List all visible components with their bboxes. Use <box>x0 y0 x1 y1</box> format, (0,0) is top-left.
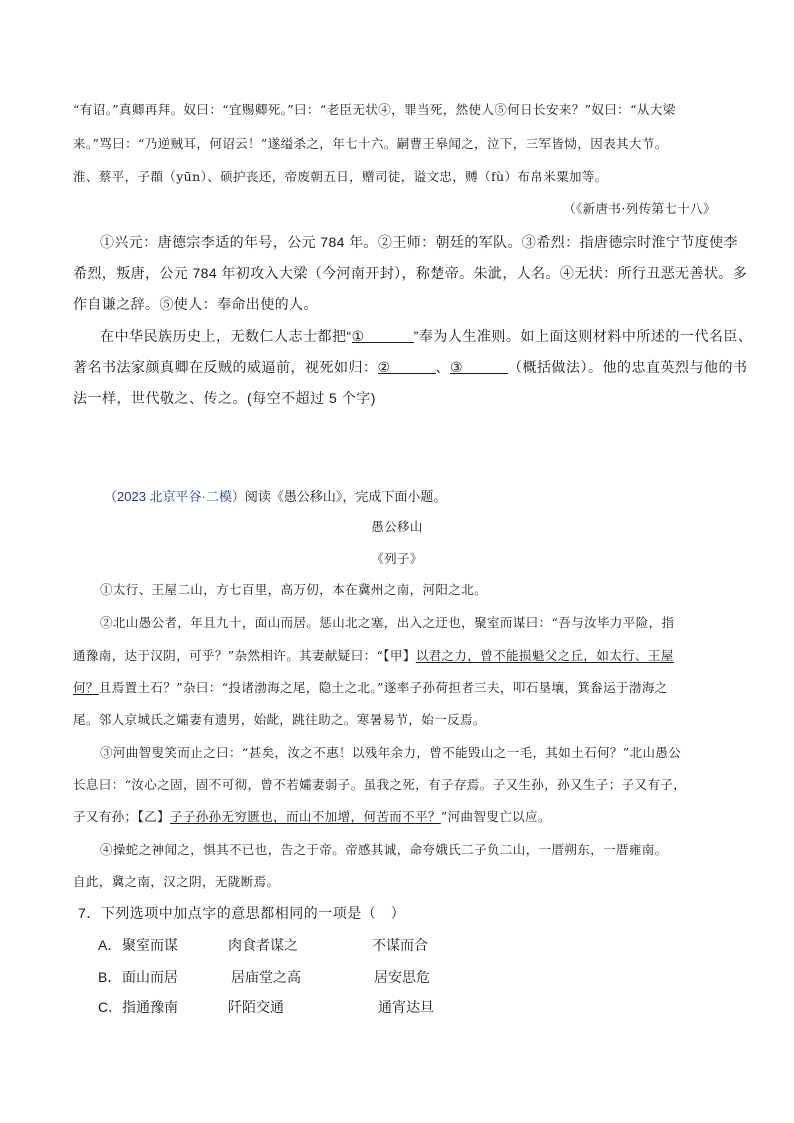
option-item: 通宵达旦 <box>378 999 434 1015</box>
underlined-sentence-jia: 以君之力，曾不能损魁父之丘，如太行、王屋 <box>415 648 674 663</box>
passage-author: 《列子》 <box>371 551 423 566</box>
para-2-text: 通豫南，达于汉阴，可乎？”杂然相许。其妻献疑曰：“【甲】 <box>73 648 416 663</box>
q6-text-a: 在中华民族历史上，无数仁人志士都把“ <box>100 328 352 344</box>
para-3-line-2: 长息曰：“汝心之固，固不可彻，曾不若孀妻弱子。虽我之死，有子存焉。子又生孙，孙又生子；子又有子， <box>73 777 687 792</box>
option-item: 居庙堂之高 <box>231 969 301 985</box>
q6-blank-3[interactable] <box>450 359 508 374</box>
para-3-text-a: 子又有孙；【乙】 <box>73 809 170 824</box>
passage-title: 愚公移山 <box>371 519 423 534</box>
story-line-3: 淮、蔡平，子頵（yūn）、硕护丧还，帝废朝五日，赠司徒，谥文忠，赙（fù）布帛米粟加等。 <box>73 169 608 184</box>
q6-text-d: （概括做法）。他的忠直英烈与他的书 <box>508 359 748 375</box>
option-item: 面山而居 <box>122 969 178 985</box>
option-letter: A． <box>98 937 122 953</box>
para-2-line-2 <box>73 646 674 664</box>
section2-heading <box>104 486 446 505</box>
blank-number-3: ③ <box>450 359 464 375</box>
option-item: 肉食者谋之 <box>228 937 298 953</box>
option-letter: C． <box>98 999 123 1015</box>
option-letter: B． <box>98 969 122 985</box>
story-line-1: “有诏。”真卿再拜。奴曰：“宜赐卿死。”曰：“老臣无状④，罪当死，然使人⑤何日长安来？”奴曰：“从大梁 <box>73 102 676 117</box>
story-line-2: 来。”骂曰：“乃逆贼耳，何诏云！”遂缢杀之，年七十六。嗣曹王皋闻之，泣下，三军皆恸，因表其大节。 <box>73 136 668 151</box>
para-4-line-1: ④操蛇之神闻之，惧其不已也，告之于帝。帝感其诚，命夸娥氏二子负二山，一厝朔东，一厝雍南。 <box>100 842 668 857</box>
blank-number-1: ① <box>351 328 365 344</box>
q6-line-2 <box>73 357 748 377</box>
option-item: 不谋而合 <box>372 937 428 953</box>
option-item: 指通豫南 <box>122 999 178 1015</box>
q6-text-c: 著名书法家颜真卿在反贼的威逼前，视死如归： <box>73 359 378 375</box>
para-3-line-3 <box>73 807 551 825</box>
section2-intro: 阅读《愚公移山》，完成下面小题。 <box>244 489 447 504</box>
para-2-line-1: ②北山愚公者，年且九十，面山而居。惩山北之塞，出入之迂也，聚室而谋曰：“吾与汝毕力平险，指 <box>100 615 675 630</box>
q6-line-3: 法一样，世代敬之、传之。(每空不超过 5 个字) <box>73 390 376 406</box>
underlined-sentence-yi: 子子孙孙无穷匮也，而山不加增，何苦而不平？ <box>169 809 441 824</box>
q6-blank-2[interactable] <box>378 359 436 374</box>
para-3-text-b: ”河曲智叟亡以应。 <box>440 809 551 824</box>
option-item: 聚室而谋 <box>122 937 178 953</box>
story-source: （《新唐书·列传第七十八》 <box>563 201 716 216</box>
blank-number-2: ② <box>377 359 391 375</box>
underlined-sentence-jia-end: 何？ <box>73 680 99 695</box>
q6-line-1 <box>100 326 752 346</box>
note-line-1: ①兴元：唐德宗李适的年号，公元 784 年。②王师：朝廷的军队。③希烈：指唐德宗时淮宁节度使李 <box>100 234 738 250</box>
option-item: 居安思危 <box>374 969 430 985</box>
para-3-line-1: ③河曲智叟笑而止之曰：“甚矣，汝之不惠！以残年余力，曾不能毁山之一毛，其如土石何？”北山愚公 <box>100 745 682 760</box>
para-2-line-4: 尾。邻人京城氏之孀妻有遗男，始龀，跳往助之。寒暑易节，始一反焉。 <box>73 712 486 727</box>
para-1: ①太行、王屋二山，方七百里，高万仞，本在冀州之南，河阳之北。 <box>100 582 488 597</box>
q6-text-b: ”奉为人生准则。如上面这则材料中所述的一代名臣、 <box>413 328 753 344</box>
q7-stem: 7．下列选项中加点字的意思都相同的一项是（ ） <box>78 905 406 921</box>
para-4-line-2: 自此，冀之南，汉之阴，无陇断焉。 <box>73 874 280 889</box>
q6-blank-1[interactable] <box>352 328 414 343</box>
note-line-3: 作自谦之辞。⑤使人：奉命出使的人。 <box>73 296 318 312</box>
note-line-2: 希烈，叛唐，公元 784 年初攻入大梁（今河南开封），称楚帝。朱泚，人名。④无状：所行丑恶无善状。多 <box>73 265 748 281</box>
para-2-line-3 <box>73 678 668 696</box>
q6-separator: 、 <box>435 359 450 375</box>
source-tag: （2023 北京平谷·二模） <box>104 489 245 504</box>
option-item: 阡陌交通 <box>228 999 284 1015</box>
para-2-text-3: 且焉置土石？”杂曰：“投诸渤海之尾，隐土之北。”遂率子孙荷担者三夫，叩石垦壤，箕畚运于渤海之 <box>98 680 668 695</box>
